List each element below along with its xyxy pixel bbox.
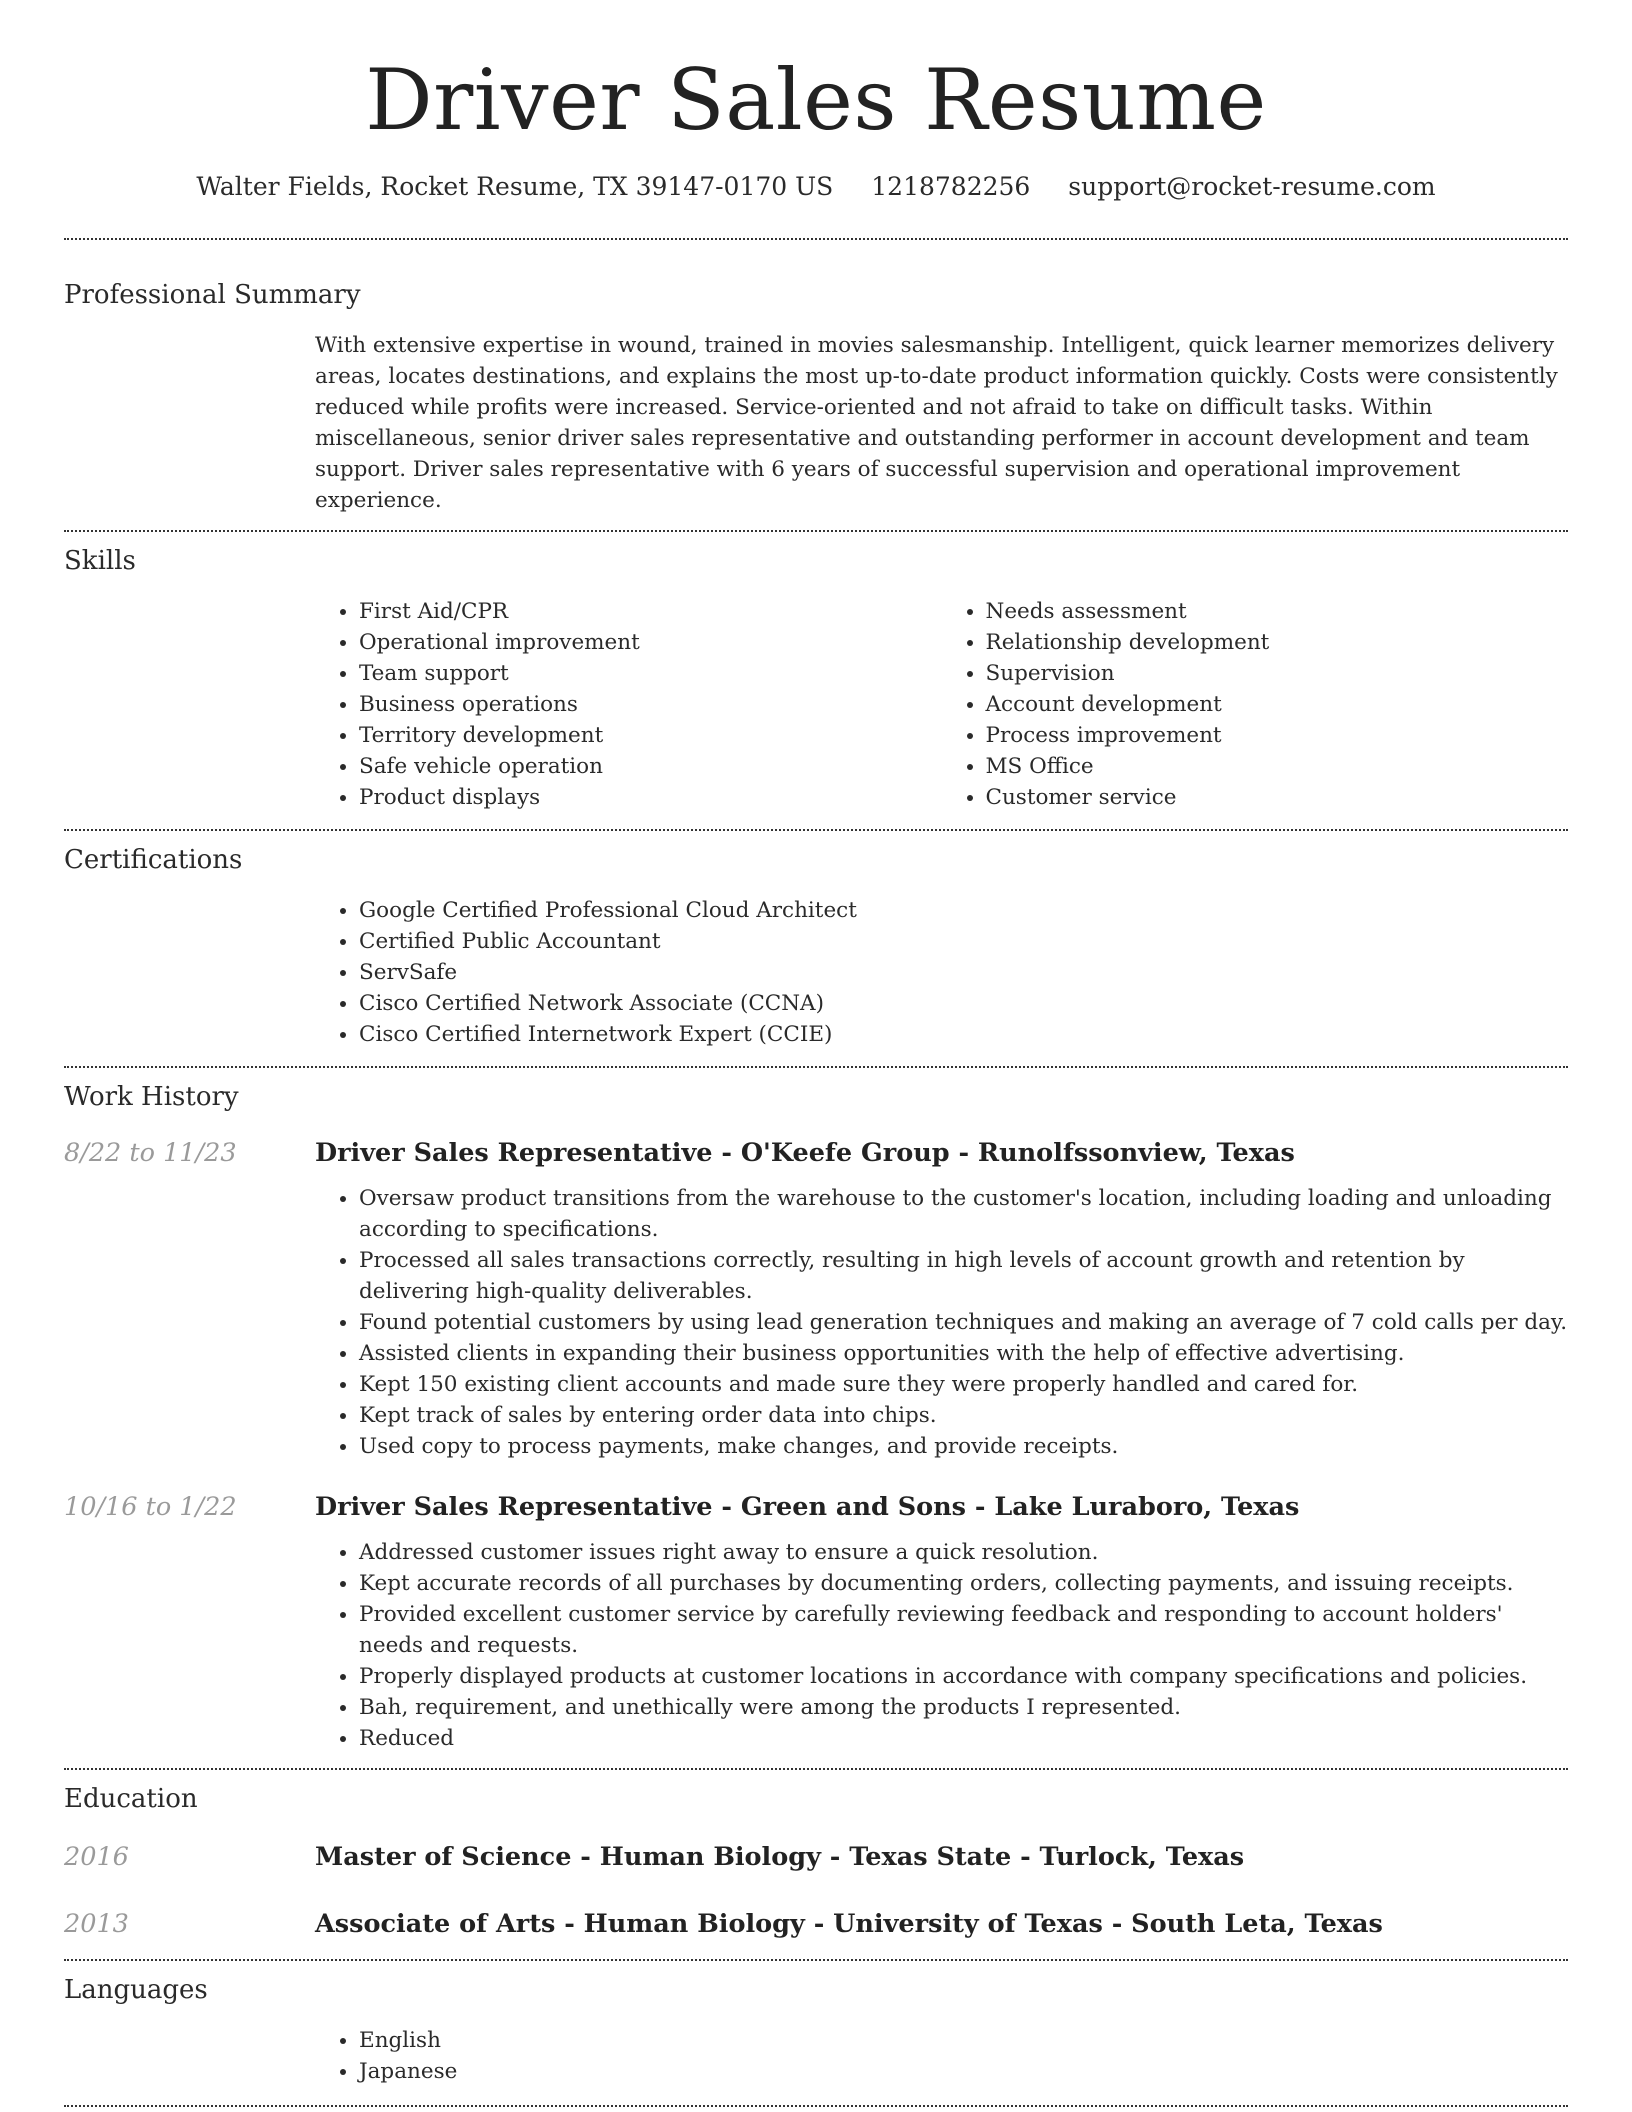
job-bullets [315,1537,1568,1754]
skill-item: • First Aid/CPR [359,596,942,627]
certification-item: • Cisco Certified Internetwork Expert (CCIE) [359,1019,1568,1050]
job-bullet: • Kept accurate records of all purchases by documenting orders, collecting payments, and issuing receipts. [359,1568,1568,1599]
work-history-heading: Work History [64,1082,239,1112]
divider [64,2105,1568,2107]
certifications-heading: Certifications [64,845,243,875]
education-section [64,1770,1568,1959]
summary-section [64,240,1568,530]
job-dates: 10/16 to 1/22 [64,1492,237,1522]
skill-item: • Team support [359,658,942,689]
language-item: • Japanese [359,2056,1568,2087]
job-title: Driver Sales Representative - Green and Sons - Lake Luraboro, Texas [315,1492,1300,1522]
skill-item: • Relationship development [986,627,1569,658]
job-bullet: • Kept track of sales by entering order data into chips. [359,1400,1568,1431]
summary-heading: Professional Summary [64,280,361,310]
skills-section [64,532,1568,829]
skill-item: • Business operations [359,689,942,720]
education-year: 2013 [64,1909,129,1939]
skill-item: • Customer service [986,782,1569,813]
languages-list [315,2025,1568,2087]
skill-item: • Product displays [359,782,942,813]
job-bullet: • Addressed customer issues right away to ensure a quick resolution. [359,1537,1568,1568]
skill-item: • Account development [986,689,1569,720]
job-bullet: • Bah, requirement, and unethically were among the products I represented. [359,1692,1568,1723]
job-bullet: • Properly displayed products at customer locations in accordance with company specifications and policies. [359,1661,1568,1692]
languages-section [64,1961,1568,2105]
education-degree: Associate of Arts - Human Biology - University of Texas - South Leta, Texas [315,1909,1383,1939]
certifications-list [315,895,1568,1050]
contact-email: support@rocket-resume.com [1068,172,1436,201]
certification-item: • Cisco Certified Network Associate (CCNA) [359,988,1568,1019]
skill-item: • Supervision [986,658,1569,689]
resume-title: Driver Sales Resume [365,51,1267,149]
skill-item: • Operational improvement [359,627,942,658]
job-bullet: • Reduced [359,1723,1568,1754]
job-entry [64,1136,1568,1462]
education-entry [64,1840,1568,1874]
job-bullet: • Assisted clients in expanding their business opportunities with the help of effective advertising. [359,1338,1568,1369]
job-bullet: • Found potential customers by using lead generation techniques and making an average of 7 cold calls per day. [359,1307,1568,1338]
education-heading: Education [64,1784,198,1814]
skill-item: • Safe vehicle operation [359,751,942,782]
skill-item: • Process improvement [986,720,1569,751]
job-bullet: • Used copy to process payments, make changes, and provide receipts. [359,1431,1568,1462]
contact-line [64,170,1568,204]
job-title: Driver Sales Representative - O'Keefe Group - Runolfssonview, Texas [315,1138,1295,1168]
language-item: • English [359,2025,1568,2056]
job-bullet: • Kept 150 existing client accounts and made sure they were properly handled and cared for. [359,1369,1568,1400]
certification-item: • ServSafe [359,957,1568,988]
contact-address: Walter Fields, Rocket Resume, TX 39147-0170 US [196,172,834,201]
job-entry [64,1490,1568,1754]
job-bullet: • Provided excellent customer service by carefully reviewing feedback and responding to account holders' needs and requests. [359,1599,1568,1661]
skills-heading: Skills [64,546,136,576]
job-bullets [315,1183,1568,1462]
skills-list-left [315,596,942,813]
education-year: 2016 [64,1842,129,1872]
certifications-section [64,831,1568,1066]
skills-list-right [942,596,1569,813]
job-bullet: • Oversaw product transitions from the warehouse to the customer's location, including loading and unloading according to specifications. [359,1183,1568,1245]
certification-item: • Google Certified Professional Cloud Architect [359,895,1568,926]
education-degree: Master of Science - Human Biology - Texas State - Turlock, Texas [315,1842,1245,1872]
skill-item: • Needs assessment [986,596,1569,627]
contact-phone: 1218782256 [871,172,1031,201]
education-entry [64,1907,1568,1941]
job-bullet: • Processed all sales transactions correctly, resulting in high levels of account growth and retention by delivering high-quality deliverables. [359,1245,1568,1307]
certification-item: • Certified Public Accountant [359,926,1568,957]
summary-text: With extensive expertise in wound, trained in movies salesmanship. Intelligent, quick learner memorizes delivery areas, locates destinations, and explains the most up-to-date product information quickly. Costs were consistently reduced while profits were increased. Service-oriented and not afraid to take on difficult tasks. Within miscellaneous, senior driver sales representative and outstanding performer in account development and team support. Driver sales representative with 6 years of successful supervision and operational improvement experience. [315,333,1558,513]
job-dates: 8/22 to 11/23 [64,1138,237,1168]
resume-page [64,0,1568,2112]
work-history-section [64,1068,1568,1768]
skill-item: • Territory development [359,720,942,751]
languages-heading: Languages [64,1975,208,2005]
skill-item: • MS Office [986,751,1569,782]
